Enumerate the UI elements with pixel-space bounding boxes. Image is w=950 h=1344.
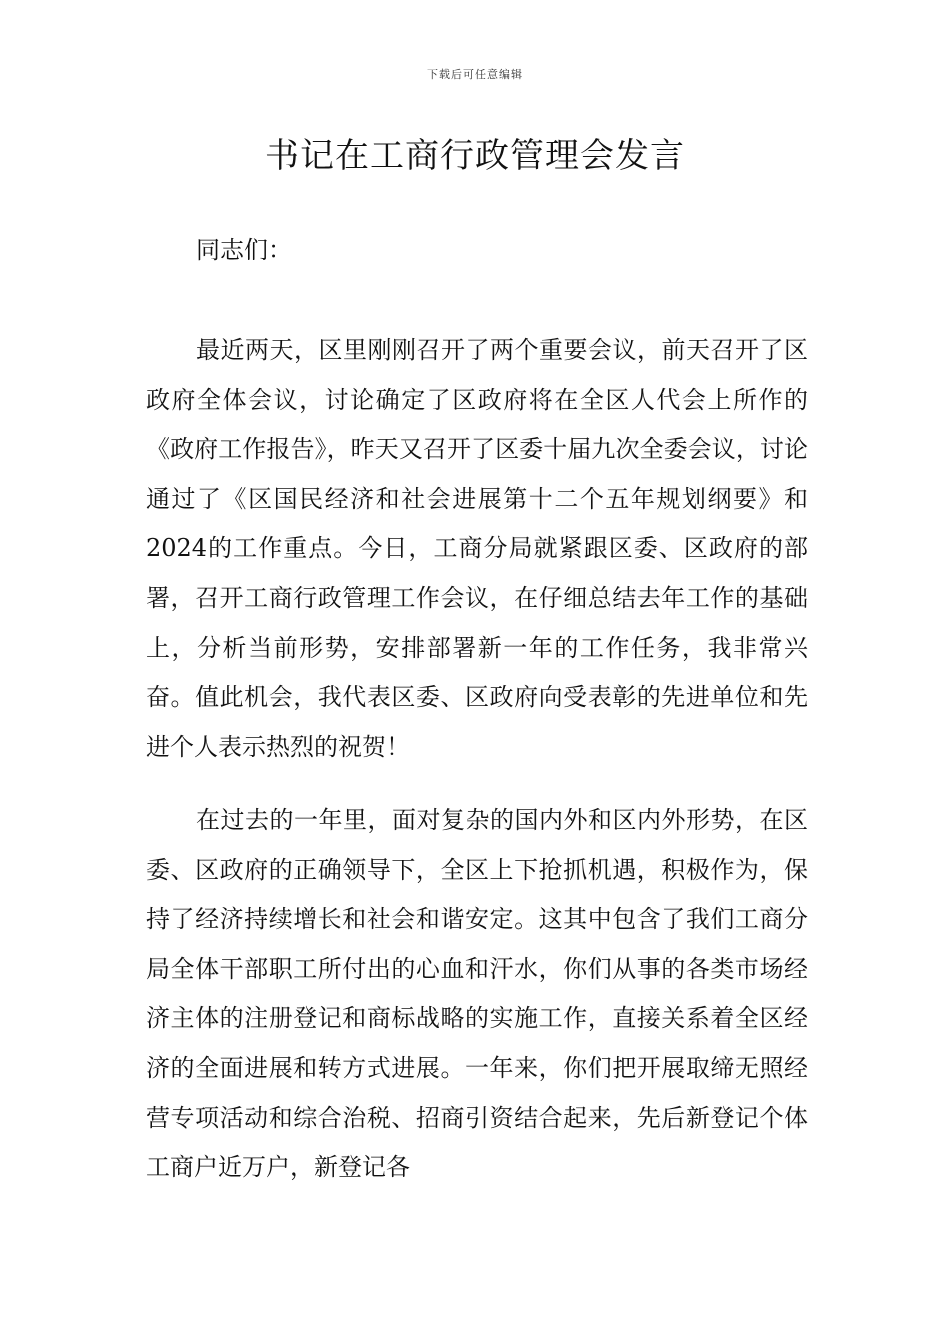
- document-title: 书记在工商行政管理会发言: [265, 136, 685, 176]
- header-note: 下载后可任意编辑: [427, 68, 523, 81]
- body-paragraph-2: 在过去的一年里，面对复杂的国内外和区内外形势，在区委、区政府的正确领导下，全区上下抢抓机遇，积极作为，保持了经济持续增长和社会和谐安定。这其中包含了我们工商分局全体干部职工所付出的心血和汗水，你们从事的各类市场经济主体的注册登记和商标战略的实施工作，直接关系着全区经济的全面进展和转方式进展。一年来，你们把开展取缔无照经营专项活动和综合治税、招商引资结合起来，先后新登记个体工商户近万户，新登记各: [146, 806, 808, 1182]
- salutation: 同志们：: [196, 236, 292, 264]
- body-paragraph-1: 最近两天，区里刚刚召开了两个重要会议，前天召开了区政府全体会议，讨论确定了区政府将在全区人代会上所作的《政府工作报告》，昨天又召开了区委十届九次全委会议，讨论通过了《区国民经济和社会进展第十二个五年规划纲要》和2024的工作重点。今日，工商分局就紧跟区委、区政府的部署，召开工商行政管理工作会议，在仔细总结去年工作的基础上，分析当前形势，安排部署新一年的工作任务，我非常兴奋。值此机会，我代表区委、区政府向受表彰的先进单位和先进个人表示热烈的祝贺！: [146, 336, 808, 761]
